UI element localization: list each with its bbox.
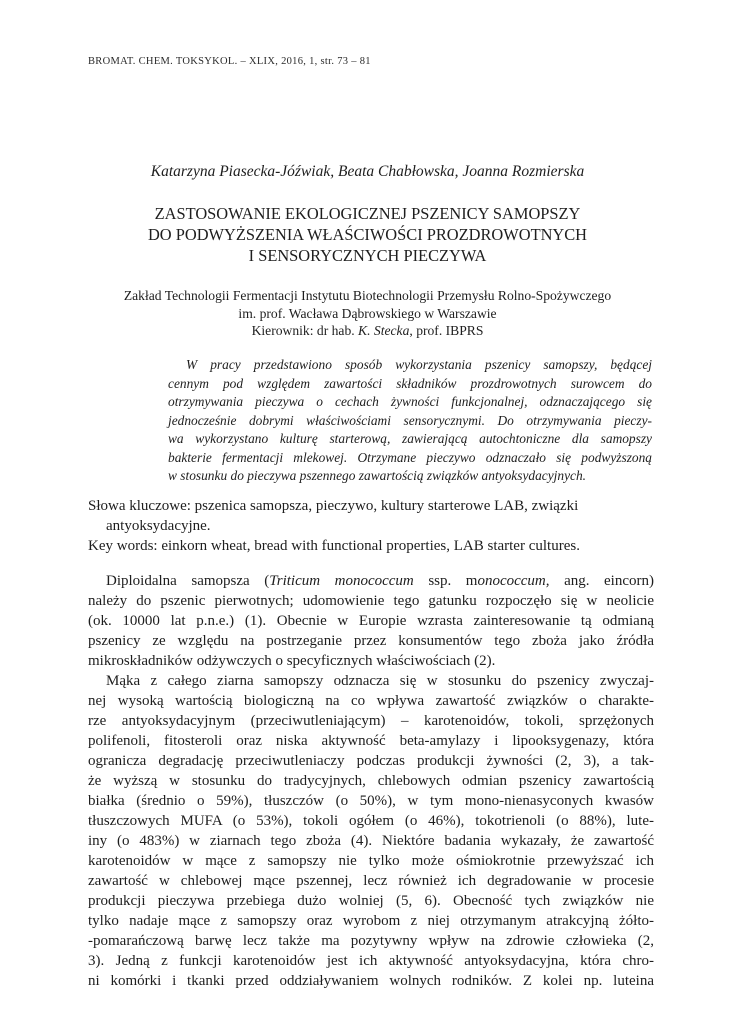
title-line: I SENSORYCZNYCH PIECZYWA: [248, 246, 487, 265]
text-run: Diploidalna samopsza (: [106, 573, 270, 589]
paragraph-line: iny (o 483%) w ziarnach tego zboża (4). Niektóre badania wykazały, że zawartość: [88, 833, 654, 849]
paragraph-line: pszenicy ze względu na postrzeganie przez konsumentów tego zboża jako źródła: [88, 633, 654, 649]
paragraph-line: 3). Jedną z funkcji karotenoidów jest ich aktywność antyoksydacyjna, która chro-: [88, 953, 654, 969]
paragraph-line: polifenoli, fitosteroli oraz niska aktywność beta-amylazy i lipooksygenazy, która: [88, 733, 654, 749]
head-name: K. Stecka: [358, 323, 410, 338]
head-label: Kierownik: dr hab.: [251, 323, 359, 338]
title-line: ZASTOSOWANIE EKOLOGICZNEJ PSZENICY SAMOPSZY: [154, 204, 581, 223]
species-name: Triticum monococcum: [269, 573, 414, 589]
paragraph-line: mikroskładników odżywczych o specyficznych właściwościach (2).: [88, 653, 496, 669]
text-run: ang. eincorn): [549, 573, 654, 589]
body-text: [88, 571, 654, 991]
paragraph-line: białka (średnio o 59%), tłuszczów (o 50%), w tym mono-nienasyconych kwasów: [88, 793, 654, 809]
paragraph-line: [88, 571, 654, 591]
running-head: BROMAT. CHEM. TOKSYKOL. – XLIX, 2016, 1, str. 73 – 81: [88, 56, 371, 67]
paragraph-line: Mąka z całego ziarna samopszy odznacza się w stosunku do pszenicy zwyczaj-: [106, 673, 654, 689]
abstract-line: otrzymywania pieczywa o cechach żywności funkcjonalnej, odznaczającego się: [168, 394, 652, 409]
keywords: [88, 496, 654, 556]
abstract-line: W pracy przedstawiono sposób wykorzystania pszenicy samopszy, będącej: [186, 357, 652, 372]
text-run: ssp. m: [413, 573, 478, 589]
keywords-pl: Słowa kluczowe: pszenica samopsza, pieczywo, kultury starterowe LAB, związki: [88, 498, 579, 514]
affiliation-line: Zakład Technologii Fermentacji Instytutu Biotechnologii Przemysłu Rolno-Spożywczego: [123, 288, 612, 303]
abstract-line: bakterie fermentacji mlekowej. Otrzymane pieczywo odznaczało się podwyższoną: [168, 449, 652, 465]
abstract-line: cennym pod względem zawartości składników prozdrowotnych surowcem do: [168, 375, 652, 391]
abstract-line: wa wykorzystano kulturę starterową, zawierającą autochtoniczne dla samopszy: [168, 431, 652, 446]
affiliation: [0, 287, 735, 340]
article-title: [0, 203, 735, 266]
paragraph-line: że wyższą w stosunku do tradycyjnych, chlebowych odmian pszenicy zawartością: [88, 773, 654, 789]
abstract-line: w stosunku do pieczywa pszennego zawartością związków antyoksydacyjnych.: [168, 468, 587, 483]
paragraph-line: należy do pszenic pierwotnych; udomowienie tego gatunku rozpoczęło się w neolicie: [88, 593, 654, 609]
paragraph-line: ogranicza degradację przeciwutleniaczy podczas produkcji żywności (2, 3), a tak-: [88, 753, 654, 769]
paragraph-line: -pomarańczową barwę lecz także ma pozytywny wpływ na zdrowie człowieka (2,: [88, 933, 654, 949]
paragraph-line: karotenoidów w mące z samopszy nie tylko może ośmiokrotnie przewyższać ich: [88, 853, 654, 869]
paragraph-line: nej wysoką wartością biologiczną na co wpływa zawartość związków o charakte-: [88, 693, 654, 709]
head-title: , prof. IBPRS: [409, 323, 484, 338]
paragraph-line: zawartość w chlebowej mące pszennej, lecz również ich degradowanie w procesie: [88, 873, 654, 889]
keywords-en: Key words: einkorn wheat, bread with functional properties, LAB starter cultures.: [88, 538, 580, 554]
authors: Katarzyna Piasecka-Jóźwiak, Beata Chabłowska, Joanna Rozmierska: [150, 163, 585, 180]
paragraph-line: ni komórki i tkanki przed oddziaływaniem wolnych rodników. Z kolei np. luteina: [88, 973, 654, 989]
abstract-line: jednocześnie dobrymi właściwościami sensorycznymi. Do otrzymywania pieczy-: [168, 412, 652, 428]
affiliation-head: [0, 322, 735, 340]
paragraph-line: rze antyoksydacyjnym (przeciwutleniającym) – karotenoidów, tokoli, sprzężonych: [88, 713, 654, 729]
paragraph-line: produkcji pieczywa przebiega dużo wolniej (5, 6). Obecność tych związków nie: [88, 893, 654, 909]
affiliation-line: im. prof. Wacława Dąbrowskiego w Warszawie: [238, 305, 497, 321]
species-name: onococcum,: [477, 573, 550, 589]
title-line: DO PODWYŻSZENIA WŁAŚCIWOŚCI PROZDROWOTNYCH: [147, 225, 588, 244]
keywords-pl-cont: antyoksydacyjne.: [106, 518, 211, 534]
paragraph-line: tłuszczowych MUFA (o 53%), tokoli ogółem (o 46%), tokotrienoli (o 88%), lute-: [88, 813, 654, 829]
paragraph-line: (ok. 10000 lat p.n.e.) (1). Obecnie w Europie wzrasta zainteresowanie tą odmianą: [88, 613, 654, 629]
abstract: [168, 356, 652, 486]
paragraph-line: tylko nadaje mące z samopszy oraz wyrobom z niej otrzymanym atrakcyjną żółto-: [88, 913, 654, 929]
